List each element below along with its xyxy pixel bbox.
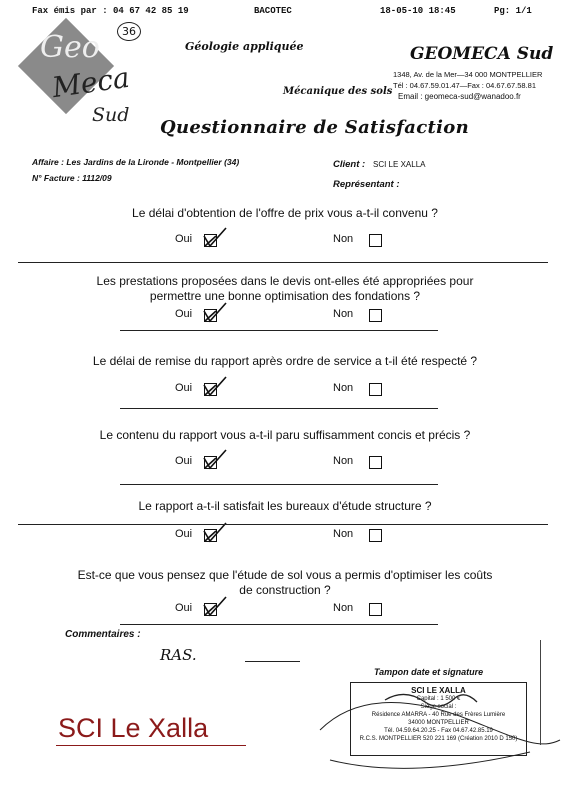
company-name: GEOMECA Sud — [410, 44, 554, 64]
separator-line — [120, 484, 438, 485]
question-text: Est-ce que vous pensez que l'étude de sol vous a permis d'optimiser les coûts de construction ? — [77, 568, 493, 597]
page-number-circled: 36 — [117, 22, 141, 41]
margin-line — [540, 640, 541, 745]
logo-sud: Sud — [92, 104, 130, 126]
non-label: Non — [333, 233, 354, 245]
commentaires-label: Commentaires : — [65, 629, 141, 640]
non-label: Non — [333, 308, 354, 320]
stamp-rcs: R.C.S. MONTPELLIER 520 221 169 (Création 2010 D 150) — [359, 736, 518, 742]
client-label: Client : — [333, 159, 366, 170]
affaire: Affaire : Les Jardins de la Lironde - Montpellier (34) — [32, 157, 240, 167]
stamp-residence: Résidence AMARRA - 40 Rue des Frères Lumière — [371, 712, 506, 718]
non-checkbox[interactable] — [369, 383, 382, 396]
oui-label: Oui — [175, 455, 193, 467]
non-checkbox[interactable] — [369, 603, 382, 616]
company-stamp — [350, 682, 527, 756]
fax-sender: BACOTEC — [254, 6, 292, 16]
non-checkbox[interactable] — [369, 456, 382, 469]
non-checkbox[interactable] — [369, 529, 382, 542]
question-text: Les prestations proposées dans le devis ont-elles été appropriées pour permettre une bonne optimisation des fondations ? — [96, 274, 474, 303]
mecanique-des-sols: Mécanique des sols — [283, 86, 393, 97]
page-title: Questionnaire de Satisfaction — [160, 117, 469, 138]
stamp-capital: Capital : 1 500 € — [416, 696, 461, 702]
oui-label: Oui — [175, 233, 193, 245]
separator-line — [18, 262, 548, 263]
client-value: SCI LE XALLA — [373, 160, 426, 169]
fax-datetime: 18-05-10 18:45 — [380, 6, 456, 16]
stamp-name: SCI LE XALLA — [411, 686, 466, 695]
question-text: Le rapport a-t-il satisfait les bureaux d'étude structure ? — [138, 499, 432, 513]
company-email: Email : geomeca-sud@wanadoo.fr — [398, 92, 521, 101]
oui-label: Oui — [175, 308, 193, 320]
stamp-city: 34000 MONTPELLIER — [408, 720, 469, 726]
check-mark-icon — [200, 301, 230, 327]
company-phone: Tél : 04.67.59.01.47—Fax : 04.67.67.58.81 — [393, 81, 537, 90]
geologie-appliquee: Géologie appliquée — [185, 40, 304, 53]
non-label: Non — [333, 602, 354, 614]
tampon-label: Tampon date et signature — [374, 667, 484, 677]
non-checkbox[interactable] — [369, 234, 382, 247]
question-text: Le délai d'obtention de l'offre de prix vous a-t-il convenu ? — [132, 206, 438, 220]
oui-label: Oui — [175, 382, 193, 394]
non-label: Non — [333, 455, 354, 467]
non-label: Non — [333, 382, 354, 394]
fax-page: Pg: 1/1 — [494, 6, 532, 16]
stamp-tel: Tél. 04.59.64.20.25 - Fax 04.67.42.85.19 — [384, 728, 493, 734]
oui-label: Oui — [175, 528, 193, 540]
separator-line — [120, 330, 438, 331]
separator-line — [120, 408, 438, 409]
footer-underline — [56, 745, 246, 746]
logo-meca: Meca — [50, 60, 132, 105]
logo-geo: Geo — [40, 30, 100, 65]
check-mark-icon — [200, 226, 230, 252]
oui-label: Oui — [175, 602, 193, 614]
question-text: Le délai de remise du rapport après ordre de service a t-il été respecté ? — [92, 354, 478, 368]
facture: N° Facture : 1112/09 — [32, 173, 112, 183]
footer-company-name: SCI Le Xalla — [58, 713, 209, 743]
non-checkbox[interactable] — [369, 309, 382, 322]
check-mark-icon — [200, 375, 230, 401]
fax-from: Fax émis par : 04 67 42 85 19 — [32, 6, 189, 16]
non-label: Non — [333, 528, 354, 540]
commentaire-value: RAS. — [160, 646, 197, 664]
separator-line — [18, 524, 548, 525]
representant: Représentant : — [333, 179, 400, 190]
separator-line — [120, 624, 438, 625]
stamp-siege: Siège social : — [420, 704, 457, 710]
company-address: 1348, Av. de la Mer—34 000 MONTPELLIER — [393, 70, 543, 79]
check-mark-icon — [200, 595, 230, 621]
commentaire-line — [245, 661, 300, 662]
question-text: Le contenu du rapport vous a-t-il paru suffisamment concis et précis ? — [99, 428, 471, 442]
check-mark-icon — [200, 448, 230, 474]
